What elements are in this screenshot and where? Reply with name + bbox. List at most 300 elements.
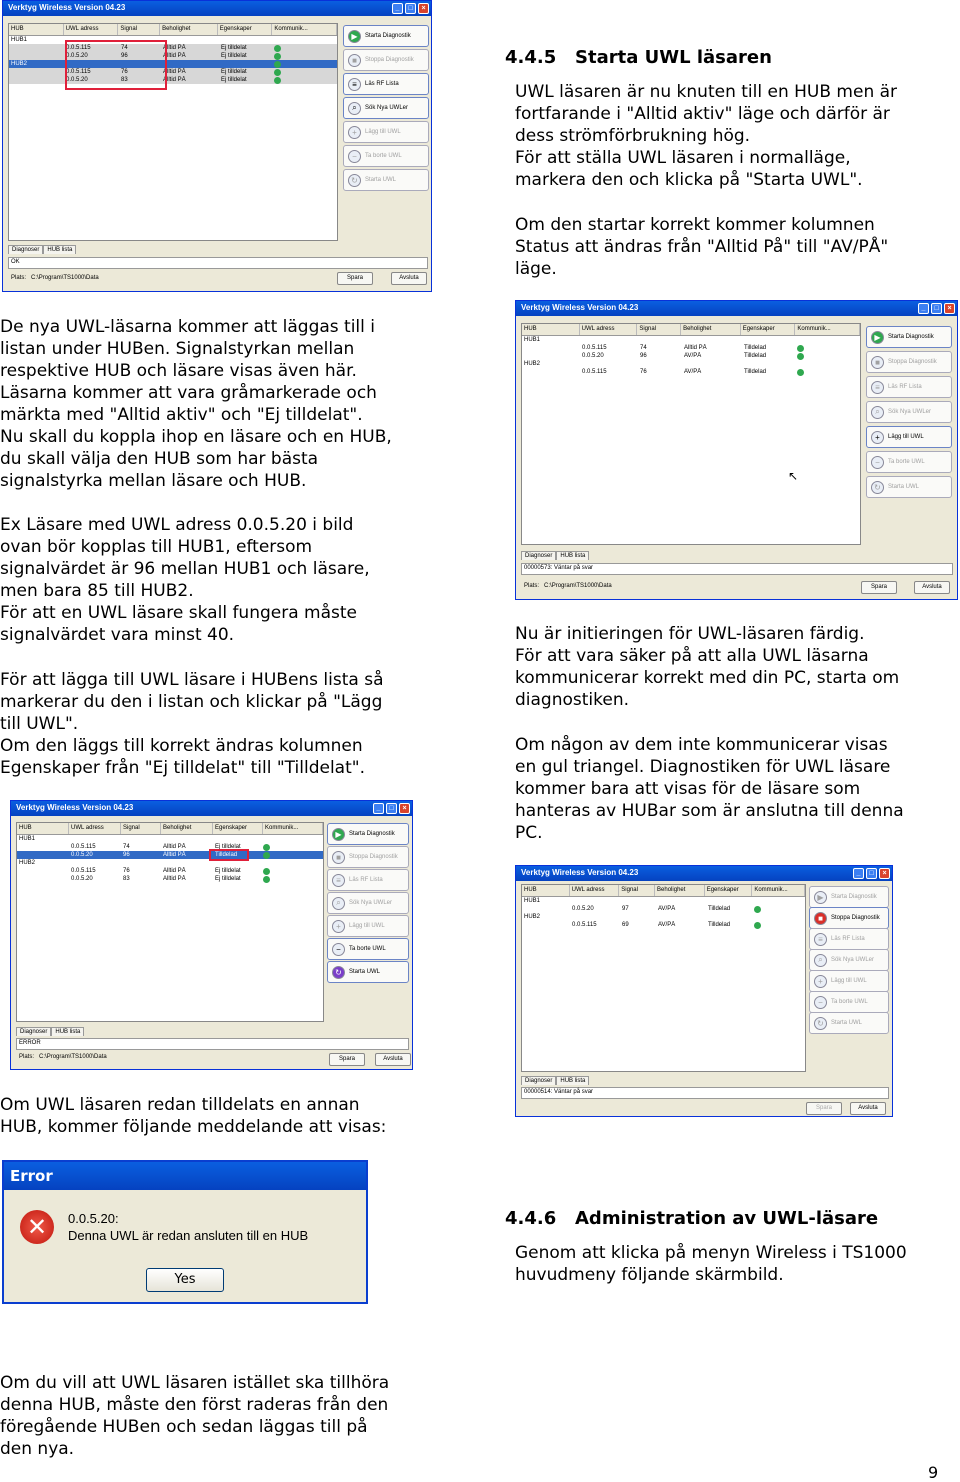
- list-icon: ≡: [332, 874, 345, 887]
- add-uwl-button[interactable]: [343, 121, 429, 143]
- text-line: För att vara säker på att alla UWL läsarna: [515, 646, 869, 666]
- play-icon: ↻: [348, 174, 361, 187]
- stop-diag-button[interactable]: [343, 49, 429, 71]
- stop-diag-label: Stoppa Diagnostik: [831, 915, 880, 921]
- col-kom[interactable]: Kommunik...: [263, 823, 323, 834]
- table-row[interactable]: [522, 913, 805, 921]
- cell-hub: [9, 44, 64, 52]
- add-uwl-label: Lägg till UWL: [888, 434, 924, 440]
- col-egn[interactable]: Egenskaper: [213, 823, 263, 834]
- col-uwl[interactable]: UWL adress: [69, 823, 121, 834]
- cell-beh: Alltid PÅ: [163, 852, 186, 858]
- stop-diag-label: Stoppa Diagnostik: [888, 359, 937, 365]
- add-icon: +: [871, 431, 884, 444]
- stop-diag-label: Stoppa Diagnostik: [349, 854, 398, 860]
- cell-hub: HUB1: [524, 337, 541, 343]
- exit-label: Avsluta: [383, 1056, 403, 1062]
- left-para-example: [0, 514, 370, 646]
- window-title-text: Verktyg Wireless Version 04.23: [521, 868, 639, 877]
- text-line: markerar du den i listan och klickar på "Lägg: [0, 692, 383, 712]
- remove-uwl-label: Ta borte UWL: [349, 946, 386, 952]
- cell-beh: [682, 336, 742, 344]
- col-uwl[interactable]: UWL adress: [64, 24, 119, 35]
- search-uwl-button[interactable]: [343, 97, 429, 119]
- status-check-icon: [797, 345, 804, 352]
- text-line: hanteras av HUBar som är anslutna till denna: [515, 801, 904, 821]
- cell-sig: [638, 336, 682, 344]
- read-rf-button[interactable]: [866, 376, 952, 398]
- status-check-icon: [754, 906, 761, 913]
- text-line: föregående HUBen och sedan läggas till på: [0, 1417, 368, 1437]
- path-label: Plats:: [524, 583, 540, 589]
- col-egn[interactable]: Egenskaper: [705, 885, 753, 896]
- add-uwl-label: Lägg till UWL: [831, 978, 867, 984]
- text-line: Egenskaper från "Ej tilldelat" till "Tilldelat".: [0, 758, 365, 778]
- col-beh[interactable]: Beholighet: [160, 24, 218, 35]
- start-diag-label: Starta Diagnostik: [365, 33, 411, 39]
- minimize-button[interactable]: _: [373, 803, 384, 814]
- read-rf-label: Läs RF Lista: [888, 384, 922, 390]
- cell-egn: Ej tilldelat: [215, 868, 241, 874]
- col-hub[interactable]: HUB: [17, 823, 69, 834]
- start-uwl-button[interactable]: [343, 169, 429, 191]
- cell-sig: 74: [123, 844, 130, 850]
- hub-table[interactable]: [521, 884, 806, 1072]
- tab-diagnoser[interactable]: Diagnoser: [8, 245, 43, 254]
- table-row[interactable]: [522, 368, 860, 376]
- cell-beh: [161, 859, 213, 867]
- col-signal[interactable]: Signal: [121, 823, 161, 834]
- section-445-title: Starta UWL läsaren: [575, 47, 772, 68]
- col-signal[interactable]: Signal: [637, 324, 681, 335]
- section-445-para1: [515, 81, 897, 191]
- tab-bar: [521, 551, 589, 560]
- maximize-button[interactable]: □: [386, 803, 397, 814]
- section-445-para2: [515, 214, 888, 280]
- search-uwl-label: Sök Nya UWLer: [888, 409, 932, 415]
- text-line: till UWL".: [0, 714, 79, 734]
- save-button[interactable]: [861, 581, 897, 594]
- start-uwl-label: Starta UWL: [831, 1020, 863, 1026]
- text-line: en gul triangel. Diagnostiken för UWL läsare: [515, 757, 891, 777]
- error-dialog: [2, 1160, 368, 1304]
- text-line: Om UWL läsaren redan tilldelats en annan: [0, 1095, 360, 1115]
- cell-beh: [161, 835, 213, 843]
- cell-addr: 0.0.5.20: [582, 353, 604, 359]
- cell-sig: [638, 360, 682, 368]
- text-line: De nya UWL-läsarna kommer att läggas till i: [0, 317, 375, 337]
- stop-diag-label: Stoppa Diagnostik: [365, 57, 414, 63]
- stop-diag-button[interactable]: [809, 907, 889, 929]
- start-diag-button[interactable]: [343, 25, 429, 47]
- cell-addr: [69, 835, 121, 843]
- stop-diag-button[interactable]: [327, 846, 409, 868]
- start-uwl-button[interactable]: [327, 961, 409, 983]
- text-line: den nya.: [0, 1439, 75, 1459]
- text-line: kommer bara att visas för de läsare som: [515, 779, 861, 799]
- text-line: För att ställa UWL läsaren i normalläge,: [515, 148, 851, 168]
- text-line: listan under HUBen. Signalstyrkan mellan: [0, 339, 355, 359]
- cell-egn: Ej tilldelat: [215, 844, 241, 850]
- exit-label: Avsluta: [399, 275, 419, 281]
- cell-egn: [742, 336, 797, 344]
- table-row[interactable]: [9, 44, 337, 52]
- cell-beh: Alltid PÅ: [163, 69, 186, 75]
- cell-addr: 0.0.5.115: [66, 69, 91, 75]
- minimize-button[interactable]: _: [918, 303, 929, 314]
- cell-egn: [219, 60, 274, 68]
- cell-egn: Tilldelad: [744, 353, 767, 359]
- tab-hub-lista[interactable]: HUB lista: [556, 551, 589, 560]
- tab-bar: [8, 245, 76, 254]
- start-uwl-label: Starta UWL: [888, 484, 920, 490]
- cell-addr: 0.0.5.115: [582, 345, 607, 351]
- add-icon: +: [348, 126, 361, 139]
- maximize-button[interactable]: □: [405, 3, 416, 14]
- start-diag-button[interactable]: [866, 326, 952, 348]
- cell-addr: 0.0.5.20: [66, 53, 88, 59]
- add-uwl-label: Lägg till UWL: [349, 923, 385, 929]
- read-rf-button[interactable]: [809, 928, 889, 950]
- cell-hub: [9, 52, 64, 60]
- status-check-icon: [274, 77, 281, 84]
- table-row[interactable]: [17, 851, 323, 859]
- section-445-number: 4.4.5: [505, 47, 557, 68]
- read-rf-label: Läs RF Lista: [349, 877, 383, 883]
- table-header: [522, 885, 805, 897]
- col-egn[interactable]: Egenskaper: [218, 24, 273, 35]
- table-row[interactable]: [522, 352, 860, 360]
- search-uwl-label: Sök Nya UWLer: [831, 957, 875, 963]
- col-kom[interactable]: Kommunik...: [752, 885, 805, 896]
- table-row[interactable]: [17, 859, 323, 867]
- status-check-icon: [263, 876, 270, 883]
- text-line: du skall välja den HUB som har bästa: [0, 449, 319, 469]
- text-line: Ex Läsare med UWL adress 0.0.5.20 i bild: [0, 515, 354, 535]
- add-icon: +: [814, 975, 827, 988]
- stop-icon: ■: [871, 356, 884, 369]
- cell-beh: AV/PÅ: [684, 369, 702, 375]
- path-label: Plats:: [19, 1054, 35, 1060]
- cell-beh: Alltid PÅ: [684, 345, 707, 351]
- cell-hub: [522, 905, 570, 913]
- col-beh[interactable]: Beholighet: [681, 324, 741, 335]
- status-text: ERROR: [19, 1040, 41, 1046]
- text-line: Nu skall du koppla ihop en läsare och en HUB,: [0, 427, 392, 447]
- start-diag-label: Starta Diagnostik: [349, 831, 395, 837]
- save-button[interactable]: [329, 1053, 365, 1066]
- cell-addr: 0.0.5.115: [66, 45, 91, 51]
- list-icon: ≡: [871, 381, 884, 394]
- yes-button[interactable]: [146, 1268, 224, 1292]
- cell-addr: [69, 859, 121, 867]
- start-uwl-button[interactable]: [809, 1012, 889, 1034]
- error-title: Error: [10, 1167, 53, 1185]
- hub-table[interactable]: [521, 323, 861, 545]
- tab-bar: [16, 1027, 84, 1036]
- text-line: kommunicerar korrekt med din PC, starta om: [515, 668, 900, 688]
- status-check-icon: [263, 844, 270, 851]
- screenshot-wireless-4: [515, 865, 893, 1117]
- highlight-box: [65, 40, 167, 90]
- read-rf-button[interactable]: [327, 869, 409, 891]
- start-uwl-label: Starta UWL: [349, 969, 381, 975]
- save-button[interactable]: [337, 272, 373, 285]
- search-uwl-label: Sök Nya UWLer: [349, 900, 393, 906]
- cell-addr: 0.0.5.115: [572, 922, 597, 928]
- cell-hub: [9, 68, 64, 76]
- table-row[interactable]: [522, 336, 860, 344]
- remove-uwl-button[interactable]: [866, 451, 952, 473]
- cell-beh: AV/PÅ: [658, 906, 676, 912]
- cell-hub: HUB1: [524, 898, 541, 904]
- page-number: 9: [928, 1463, 939, 1482]
- table-row[interactable]: [17, 875, 323, 883]
- read-rf-label: Läs RF Lista: [831, 936, 865, 942]
- cell-addr: 0.0.5.115: [582, 369, 607, 375]
- cell-addr: 0.0.5.20: [572, 906, 594, 912]
- cell-beh: Alltid PÅ: [163, 876, 186, 882]
- cell-sig: 83: [123, 876, 130, 882]
- start-diag-button[interactable]: [327, 823, 409, 845]
- close-button[interactable]: ×: [399, 803, 410, 814]
- cell-beh: Alltid PÅ: [163, 77, 186, 83]
- path-label: Plats:: [11, 275, 27, 281]
- cell-beh: [656, 913, 706, 921]
- tab-hub-lista[interactable]: HUB lista: [43, 245, 76, 254]
- cell-addr: 0.0.5.20: [71, 876, 93, 882]
- table-row[interactable]: [522, 897, 805, 905]
- table-row[interactable]: [9, 68, 337, 76]
- col-hub[interactable]: HUB: [522, 885, 570, 896]
- stop-icon: ■: [332, 851, 345, 864]
- table-row[interactable]: [522, 905, 805, 913]
- col-signal[interactable]: Signal: [118, 24, 160, 35]
- cell-sig: 76: [121, 69, 128, 75]
- cell-sig: 96: [123, 852, 130, 858]
- col-uwl[interactable]: UWL adress: [580, 324, 638, 335]
- right-para-init-done: [515, 623, 899, 711]
- cell-sig: [121, 859, 161, 867]
- text-line: Läsarna kommer att vara gråmarkerade och: [0, 383, 377, 403]
- cell-egn: Tilldelad: [215, 852, 238, 858]
- hub-table[interactable]: [8, 23, 338, 241]
- remove-uwl-button[interactable]: [327, 938, 409, 960]
- table-header: [17, 823, 323, 835]
- tab-diagnoser[interactable]: Diagnoser: [521, 1076, 556, 1085]
- search-uwl-button[interactable]: [327, 892, 409, 914]
- close-button[interactable]: ×: [944, 303, 955, 314]
- cell-sig: 96: [640, 353, 647, 359]
- search-uwl-button[interactable]: [809, 949, 889, 971]
- table-row[interactable]: [9, 76, 337, 84]
- section-446-heading: [505, 1208, 878, 1229]
- add-icon: +: [332, 920, 345, 933]
- remove-uwl-button[interactable]: [809, 991, 889, 1013]
- exit-button[interactable]: [914, 581, 950, 594]
- cell-hub: [17, 875, 69, 883]
- table-row[interactable]: [522, 921, 805, 929]
- close-button[interactable]: ×: [879, 868, 890, 879]
- tab-hub-lista[interactable]: HUB lista: [556, 1076, 589, 1085]
- status-box: [8, 257, 428, 269]
- window-title-text: Verktyg Wireless Version 04.23: [521, 303, 639, 312]
- exit-label: Avsluta: [858, 1105, 878, 1111]
- status-check-icon: [274, 45, 281, 52]
- minimize-button[interactable]: _: [392, 3, 403, 14]
- cell-hub: [522, 368, 580, 376]
- cell-hub: [522, 352, 580, 360]
- col-hub[interactable]: HUB: [522, 324, 580, 335]
- table-row[interactable]: [17, 867, 323, 875]
- tab-hub-lista[interactable]: HUB lista: [51, 1027, 84, 1036]
- cell-egn: Tilldelad: [744, 369, 767, 375]
- add-uwl-button[interactable]: [866, 426, 952, 448]
- cell-beh: [656, 897, 706, 905]
- search-uwl-button[interactable]: [866, 401, 952, 423]
- exit-button[interactable]: [375, 1053, 411, 1066]
- cell-addr: 0.0.5.115: [71, 844, 96, 850]
- text-line: dess strömförbrukning hög.: [515, 126, 751, 146]
- cell-beh: Alltid PÅ: [163, 45, 186, 51]
- cell-hub: [17, 851, 69, 859]
- save-label: Spara: [870, 584, 887, 590]
- maximize-button[interactable]: □: [931, 303, 942, 314]
- path-value: C:\Program\TS1000\Data: [544, 583, 612, 589]
- tab-diagnoser[interactable]: Diagnoser: [16, 1027, 51, 1036]
- cell-hub: [17, 867, 69, 875]
- save-button[interactable]: [806, 1102, 842, 1115]
- table-row[interactable]: [9, 60, 337, 68]
- error-dialog-titlebar: [4, 1162, 366, 1190]
- col-egn[interactable]: Egenskaper: [741, 324, 796, 335]
- left-para-move-reader: [0, 1372, 389, 1460]
- cell-egn: [706, 897, 754, 905]
- cell-beh: [161, 60, 219, 68]
- screenshot-wireless-2: [10, 800, 413, 1070]
- cell-sig: 96: [121, 53, 128, 59]
- text-line: Om du vill att UWL läsaren istället ska tillhöra: [0, 1373, 390, 1393]
- status-text: 00000573: Väntar på svar: [524, 565, 594, 571]
- window-title-text: Verktyg Wireless Version 04.23: [16, 803, 134, 812]
- search-uwl-label: Sök Nya UWLer: [365, 105, 409, 111]
- stop-icon: ■: [348, 54, 361, 67]
- col-hub[interactable]: HUB: [9, 24, 64, 35]
- col-beh[interactable]: Beholighet: [655, 885, 705, 896]
- screenshot-wireless-3: [515, 300, 958, 600]
- exit-button[interactable]: [391, 272, 427, 285]
- col-kom[interactable]: Kommunik...: [272, 24, 337, 35]
- right-para-triangle: [515, 734, 904, 844]
- text-line: signalvärdet är 96 mellan HUB1 och läsare,: [0, 559, 370, 579]
- start-uwl-button[interactable]: [866, 476, 952, 498]
- stop-diag-button[interactable]: [866, 351, 952, 373]
- remove-icon: −: [332, 943, 345, 956]
- binoculars-icon: ⌕: [814, 954, 827, 967]
- cell-hub: HUB2: [524, 914, 541, 920]
- cell-beh: Alltid PÅ: [163, 868, 186, 874]
- col-uwl[interactable]: UWL adress: [570, 885, 620, 896]
- cell-hub: HUB1: [19, 836, 36, 842]
- window-title-text: Verktyg Wireless Version 04.23: [8, 3, 126, 12]
- status-check-icon: [274, 61, 281, 68]
- text-line: fortfarande i "Alltid aktiv" läge och därför är: [515, 104, 890, 124]
- text-line: Nu är initieringen för UWL-läsaren färdig.: [515, 624, 865, 644]
- tab-diagnoser[interactable]: Diagnoser: [521, 551, 556, 560]
- exit-button[interactable]: [850, 1102, 886, 1115]
- path-row: [11, 275, 99, 281]
- status-text: OK: [11, 259, 20, 265]
- add-uwl-button[interactable]: [809, 970, 889, 992]
- status-text: 00000514: Väntar på svar: [524, 1089, 594, 1095]
- table-row[interactable]: [522, 344, 860, 352]
- cell-sig: 74: [640, 345, 647, 351]
- cell-sig: 76: [123, 868, 130, 874]
- save-label: Spara: [346, 275, 363, 281]
- start-diag-label: Starta Diagnostik: [888, 334, 934, 340]
- table-row[interactable]: [9, 52, 337, 60]
- path-row: [524, 583, 612, 589]
- remove-uwl-button[interactable]: [343, 145, 429, 167]
- cell-beh: AV/PÅ: [684, 353, 702, 359]
- table-header: [522, 324, 860, 336]
- section-446-para: [515, 1242, 907, 1286]
- window-title: [11, 801, 412, 816]
- text-line: ovan bör kopplas till HUB1, eftersom: [0, 537, 313, 557]
- remove-icon: −: [814, 996, 827, 1009]
- cell-egn: [219, 36, 274, 44]
- close-button[interactable]: ×: [418, 3, 429, 14]
- table-row[interactable]: [17, 835, 323, 843]
- col-kom[interactable]: Kommunik...: [795, 324, 860, 335]
- add-uwl-button[interactable]: [327, 915, 409, 937]
- text-line: märkta med "Alltid aktiv" och "Ej tilldelat".: [0, 405, 363, 425]
- minimize-button[interactable]: _: [853, 868, 864, 879]
- text-line: respektive HUB och läsare visas även här.: [0, 361, 357, 381]
- read-rf-button[interactable]: [343, 73, 429, 95]
- table-row[interactable]: [17, 843, 323, 851]
- status-check-icon: [797, 369, 804, 376]
- text-line: Om den läggs till korrekt ändras kolumnen: [0, 736, 363, 756]
- table-row[interactable]: [522, 360, 860, 368]
- cell-egn: [213, 835, 263, 843]
- start-uwl-label: Starta UWL: [365, 177, 397, 183]
- text-line: För att lägga till UWL läsare i HUBens lista så: [0, 670, 384, 690]
- cell-egn: Tilldelad: [708, 922, 731, 928]
- col-beh[interactable]: Beholighet: [161, 823, 213, 834]
- highlight-box: [209, 849, 249, 861]
- status-box: [16, 1038, 409, 1050]
- tab-bar: [521, 1076, 589, 1085]
- exit-label: Avsluta: [922, 584, 942, 590]
- add-uwl-label: Lägg till UWL: [365, 129, 401, 135]
- maximize-button[interactable]: □: [866, 868, 877, 879]
- section-445-heading: [505, 47, 772, 68]
- cell-beh: Alltid PÅ: [163, 844, 186, 850]
- hub-table[interactable]: [16, 822, 324, 1022]
- status-box: [521, 1087, 889, 1099]
- start-diag-button[interactable]: [809, 886, 889, 908]
- col-signal[interactable]: Signal: [619, 885, 655, 896]
- read-rf-label: Läs RF Lista: [365, 81, 399, 87]
- text-line: PC.: [515, 823, 543, 843]
- table-rows: [9, 36, 337, 84]
- text-line: Om den startar korrekt kommer kolumnen: [515, 215, 875, 235]
- cell-hub: [522, 344, 580, 352]
- play-icon: ↻: [332, 966, 345, 979]
- table-row[interactable]: [9, 36, 337, 44]
- table-header: [9, 24, 337, 36]
